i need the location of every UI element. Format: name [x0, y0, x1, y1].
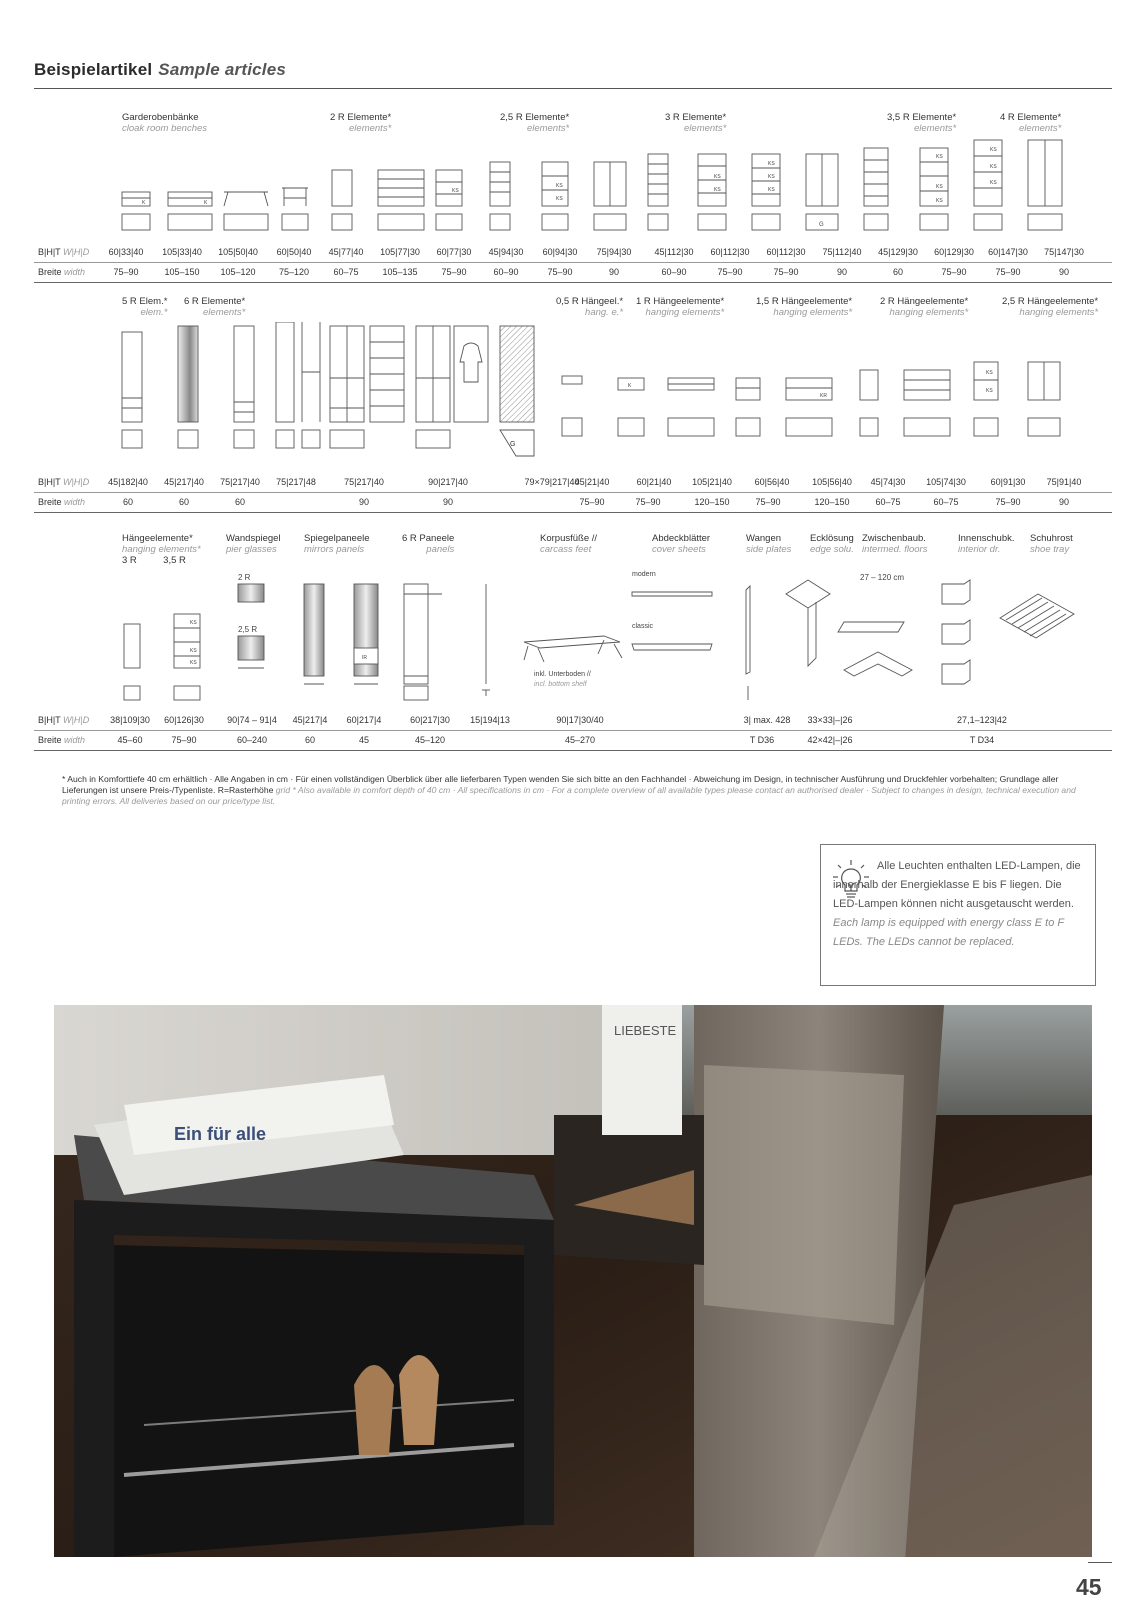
dimension-value: 75–90 — [995, 267, 1021, 277]
dimension-value: 90 — [358, 497, 370, 507]
dimension-value: 60 — [234, 497, 246, 507]
hanging-drawing — [174, 614, 200, 700]
row-label-bht: B|H|T W|H|D — [38, 715, 90, 725]
svg-text:incl. bottom shelf: incl. bottom shelf — [534, 681, 587, 688]
row-divider — [34, 492, 1112, 493]
carcass-feet-drawing — [524, 636, 622, 688]
dimension-value: 45|77|40 — [328, 247, 364, 257]
dimension-value: 75|217|40 — [220, 477, 260, 487]
svg-text:KS: KS — [936, 198, 943, 204]
dimension-value: 90|17|30/40 — [556, 715, 604, 725]
svg-text:IR: IR — [362, 655, 367, 661]
svg-text:KS: KS — [452, 188, 459, 194]
dimension-value: 60 — [178, 497, 190, 507]
hallway-bench-image — [54, 1005, 1092, 1557]
hanging-drawing — [736, 378, 760, 436]
svg-text:27 – 120 cm: 27 – 120 cm — [860, 573, 905, 582]
row-divider — [34, 730, 1112, 731]
element-drawing — [276, 322, 294, 448]
svg-text:2,5 R: 2,5 R — [238, 625, 258, 634]
dimension-value: 75–90 — [717, 267, 743, 277]
svg-text:KR: KR — [820, 393, 827, 399]
svg-text:KS: KS — [556, 183, 563, 189]
dimension-value: 120–150 — [814, 497, 850, 507]
dimension-value: 75–90 — [755, 497, 781, 507]
dimension-value: 60|77|30 — [436, 247, 472, 257]
svg-text:KS: KS — [714, 174, 721, 180]
hanging-drawing — [974, 362, 998, 436]
bench-drawing — [282, 188, 308, 230]
dimension-value: 60 — [892, 267, 904, 277]
dimension-value: 60|112|30 — [766, 247, 806, 257]
shoe-tray-drawing — [1000, 594, 1074, 638]
svg-text:KS: KS — [990, 180, 997, 186]
element-drawing — [1028, 140, 1062, 230]
header-15r-hanging: 1,5 R Hängeelemente* hanging elements* — [756, 296, 853, 318]
svg-text:K: K — [628, 383, 632, 389]
header-3r-elements: 3 R Elemente* elements* — [665, 112, 727, 134]
dimension-value: 45|217|4 — [292, 715, 328, 725]
interior-drawer-drawing — [942, 580, 970, 684]
element-drawing — [178, 326, 198, 448]
dimension-value: T D36 — [749, 735, 775, 745]
header-cloak-benches: Garderobenbänke cloak room benches — [122, 112, 208, 134]
dimension-value: T D34 — [969, 735, 995, 745]
svg-text:inkl. Unterboden //: inkl. Unterboden // — [534, 671, 591, 678]
dimension-value: 15|194|13 — [470, 715, 510, 725]
hanging-drawing — [562, 376, 582, 436]
hanging-drawing — [860, 370, 878, 436]
dimension-value: 90 — [1058, 497, 1070, 507]
dimension-value: 60|112|30 — [710, 247, 750, 257]
element-drawing — [806, 154, 838, 230]
dimension-value: 45–120 — [414, 735, 446, 745]
dimension-value: 60–75 — [333, 267, 359, 277]
header-6r-panels: 6 R Paneele panels — [402, 533, 455, 555]
dimension-value: 27,1–123|42 — [957, 715, 1007, 725]
dimension-value: 105–120 — [220, 267, 256, 277]
header-1r-hanging: 1 R Hängeelemente* hanging elements* — [636, 296, 725, 318]
section-2-drawings — [34, 322, 1112, 462]
dimension-value: 45|129|30 — [878, 247, 918, 257]
element-drawing — [302, 322, 320, 448]
hanging-drawing — [618, 378, 644, 436]
dimension-value: 60|21|40 — [636, 477, 672, 487]
header-mirror-panels: Spiegelpaneele mirrors panels — [304, 533, 370, 555]
svg-text:KS: KS — [190, 620, 197, 626]
dimension-value: 45|74|30 — [870, 477, 906, 487]
svg-text:KS: KS — [768, 174, 775, 180]
element-drawing — [332, 170, 352, 230]
dimension-value: 60|126|30 — [164, 715, 204, 725]
dimension-value: 45–60 — [117, 735, 143, 745]
svg-text:KS: KS — [190, 660, 197, 666]
led-info-box — [820, 844, 1096, 986]
dimension-value: 75–90 — [995, 497, 1021, 507]
dimension-value: 75–90 — [113, 267, 139, 277]
svg-text:G: G — [819, 222, 824, 228]
dimension-value: 38|109|30 — [110, 715, 150, 725]
dimension-value: 45|217|40 — [164, 477, 204, 487]
svg-text:KS: KS — [190, 648, 197, 654]
intermediate-floor-drawing — [838, 573, 912, 676]
dimension-value: 120–150 — [694, 497, 730, 507]
edge-solution-drawing — [786, 580, 830, 666]
hanging-drawing — [786, 378, 832, 436]
dimension-value: 60–240 — [236, 735, 268, 745]
row-label-breite: Breite width — [38, 267, 86, 277]
dimension-value: 45|21|40 — [574, 477, 610, 487]
element-drawing — [974, 140, 1002, 230]
interior-photo — [54, 1005, 1092, 1557]
dimension-value: 3| max. 428 — [743, 715, 791, 725]
dimension-value: 75–90 — [171, 735, 197, 745]
bag-text: LIEBESTE — [614, 1023, 677, 1038]
bench-drawing — [122, 192, 150, 230]
dimension-value: 60|217|4 — [346, 715, 382, 725]
element-drawing — [234, 326, 254, 448]
page-number: 45 — [1076, 1574, 1102, 1600]
dimension-value: 60|50|40 — [276, 247, 312, 257]
dimension-value: 75–90 — [773, 267, 799, 277]
element-drawing — [330, 326, 404, 448]
dimension-value: 105–150 — [164, 267, 200, 277]
dimension-value: 60–90 — [661, 267, 687, 277]
svg-text:KS: KS — [990, 147, 997, 153]
svg-text:KS: KS — [768, 187, 775, 193]
element-drawing — [122, 332, 142, 448]
dimension-value: 60|147|30 — [988, 247, 1028, 257]
element-drawing — [490, 162, 510, 230]
dimension-value: 75|147|30 — [1044, 247, 1084, 257]
element-drawing — [920, 148, 948, 230]
element-drawing — [864, 148, 888, 230]
element-drawing — [648, 154, 668, 230]
dimension-value: 75–90 — [579, 497, 605, 507]
dimension-value: 105–135 — [382, 267, 418, 277]
footnote: * Auch in Komforttiefe 40 cm erhältlich · Alle Angaben in cm · Für einen vollständigen Überblick über alle lieferbaren Typen wenden Sie sich bitte an den Fachhandel · Abweichung im Design, in technischer Ausführung und Druckfehler vorbehalten; Grundlage aller Lieferungen ist unsere Preis-/Typenliste. R=Rasterhöhe grid * Also available in comfort depth of 40 cm · All specifications in cm · For a complete overview of all available types please contact an authorised dealer · Subject to changes in design, technical execution and printing errors. All deliveries based on our price/type list. — [62, 774, 1076, 806]
dimension-value: 75–90 — [941, 267, 967, 277]
dimension-value: 75–90 — [441, 267, 467, 277]
svg-text:classic: classic — [632, 623, 654, 630]
dimension-value: 105|21|40 — [692, 477, 732, 487]
dimension-value: 75|91|40 — [1046, 477, 1082, 487]
dimension-value: 75–120 — [278, 267, 310, 277]
hanging-drawing — [1028, 362, 1060, 436]
svg-text:modern: modern — [632, 571, 656, 578]
row-label-bht: B|H|T W|H|D — [38, 477, 90, 487]
dimension-value: 42×42|–|26 — [807, 735, 853, 745]
section-divider — [34, 512, 1112, 513]
element-drawing — [752, 154, 780, 230]
dimension-value: 45 — [358, 735, 370, 745]
dimension-value: 60|129|30 — [934, 247, 974, 257]
dimension-value: 75|217|40 — [344, 477, 384, 487]
title-rule — [34, 88, 1112, 89]
dimension-value: 60|91|30 — [990, 477, 1026, 487]
hanging-drawing — [668, 378, 714, 436]
element-drawing — [378, 170, 424, 230]
mirror-panel-drawing — [354, 584, 378, 684]
panel-drawing — [404, 584, 442, 700]
header-35r-elements: 3,5 R Elemente* elements* — [887, 112, 957, 134]
header-cover-sheets: Abdeckblätter cover sheets — [652, 533, 711, 555]
svg-text:K: K — [142, 200, 146, 206]
section-1-drawings — [34, 138, 1112, 238]
svg-text:KS: KS — [556, 196, 563, 202]
header-pier-glasses: Wandspiegel pier glasses — [226, 533, 281, 555]
bench-drawing — [168, 192, 212, 230]
dimension-value: 60|217|30 — [410, 715, 450, 725]
svg-text:KS: KS — [990, 164, 997, 170]
dimension-value: 33×33|–|26 — [807, 715, 853, 725]
page-title — [34, 60, 286, 80]
svg-text:KS: KS — [936, 154, 943, 160]
side-plate-drawing — [746, 586, 750, 700]
dimension-value: 75|217|48 — [276, 477, 316, 487]
section-3-drawings — [34, 566, 1112, 706]
panel-drawing — [482, 584, 490, 696]
header-shoe-tray: Schuhrost shoe tray — [1030, 533, 1073, 555]
dimension-value: 60|94|30 — [542, 247, 578, 257]
magazine-text: Ein für alle — [174, 1124, 267, 1144]
dimension-value: 75|112|40 — [822, 247, 862, 257]
row-label-breite: Breite width — [38, 735, 86, 745]
element-drawing — [594, 162, 626, 230]
dimension-value: 45|112|30 — [654, 247, 694, 257]
dimension-value: 60–75 — [933, 497, 959, 507]
header-side-plates: Wangen side plates — [746, 533, 792, 555]
header-2r-elements: 2 R Elemente* elements* — [330, 112, 392, 134]
bench-drawing — [224, 192, 268, 230]
dimension-value: 105|77|30 — [380, 247, 420, 257]
dimension-value: 90 — [1058, 267, 1070, 277]
dimension-value: 105|50|40 — [218, 247, 258, 257]
dimension-value: 75|94|30 — [596, 247, 632, 257]
dimension-value: 79×79|217|40 — [524, 477, 580, 487]
dimension-value: 90|217|40 — [428, 477, 468, 487]
section-divider — [34, 282, 1112, 283]
svg-text:KS: KS — [936, 184, 943, 190]
header-4r-elements: 4 R Elemente* elements* — [1000, 112, 1062, 134]
led-info-text: Alle Leuchten enthalten LED-Lampen, die innerhalb der Energieklasse E bis F liegen. Die LED-Lampen können nicht ausgetauscht werden. Each lamp is equipped with energy class E to F LEDs. The LEDs cannot be replaced. — [833, 860, 1081, 948]
svg-text:KS: KS — [714, 187, 721, 193]
mirror-drawing — [238, 573, 264, 668]
element-drawing — [698, 154, 726, 230]
dimension-value: 75–90 — [547, 267, 573, 277]
header-edge-solution: Ecklösung edge solu. — [810, 533, 854, 555]
mirror-panel-drawing — [304, 584, 324, 684]
svg-text:K: K — [204, 200, 208, 206]
dimension-value: 60–75 — [875, 497, 901, 507]
dimension-value: 45|94|30 — [488, 247, 524, 257]
dimension-value: 60 — [122, 497, 134, 507]
dimension-value: 105|33|40 — [162, 247, 202, 257]
header-hanging-elements: Hängeelemente* hanging elements* 3 R 3,5 R — [122, 533, 201, 566]
header-25r-elements: 2,5 R Elemente* elements* — [500, 112, 570, 134]
element-drawing — [542, 162, 568, 230]
svg-text:KS: KS — [768, 161, 775, 167]
cover-sheet-drawing — [632, 571, 712, 650]
dimension-value: 60|33|40 — [108, 247, 144, 257]
svg-text:2 R: 2 R — [238, 573, 251, 582]
dimension-value: 75–90 — [635, 497, 661, 507]
row-label-bht: B|H|T W|H|D — [38, 247, 90, 257]
dimension-value: 90 — [442, 497, 454, 507]
dimension-value: 60 — [304, 735, 316, 745]
element-drawing — [436, 170, 462, 230]
dimension-value: 90 — [836, 267, 848, 277]
header-25r-hanging: 2,5 R Hängeelemente* hanging elements* — [1002, 296, 1099, 318]
dimension-value: 105|74|30 — [926, 477, 966, 487]
dimension-value: 90|74 – 91|4 — [227, 715, 277, 725]
title-en: Sample articles — [158, 60, 287, 79]
dimension-value: 105|56|40 — [812, 477, 852, 487]
header-intermediate-floors: Zwischenbaub. intermed. floors — [862, 533, 928, 555]
row-divider — [34, 262, 1112, 263]
row-label-breite: Breite width — [38, 497, 86, 507]
element-drawing — [500, 326, 534, 456]
header-carcass-feet: Korpusfüße // carcass feet — [540, 533, 598, 555]
element-drawing — [416, 326, 488, 448]
hanging-drawing — [904, 370, 950, 436]
header-6r-elements: 6 R Elemente* elements* — [184, 296, 246, 318]
dimension-value: 60–90 — [493, 267, 519, 277]
dimension-value: 45|182|40 — [108, 477, 148, 487]
title-de: Beispielartikel — [34, 60, 153, 79]
header-5r-elements: 5 R Elem.* elem.* — [122, 296, 168, 318]
page-number-rule — [1088, 1562, 1112, 1563]
svg-text:KS: KS — [986, 370, 993, 376]
header-05r-hanging: 0,5 R Hängeel.* hang. e.* — [556, 296, 624, 318]
header-2r-hanging: 2 R Hängeelemente* hanging elements* — [880, 296, 969, 318]
header-interior-drawer: Innenschubk. interior dr. — [958, 533, 1015, 555]
section-divider — [34, 750, 1112, 751]
svg-text:KS: KS — [986, 388, 993, 394]
dimension-value: 90 — [608, 267, 620, 277]
dimension-value: 60|56|40 — [754, 477, 790, 487]
hanging-drawing — [124, 624, 140, 700]
dimension-value: 45–270 — [564, 735, 596, 745]
svg-text:G: G — [510, 441, 516, 448]
